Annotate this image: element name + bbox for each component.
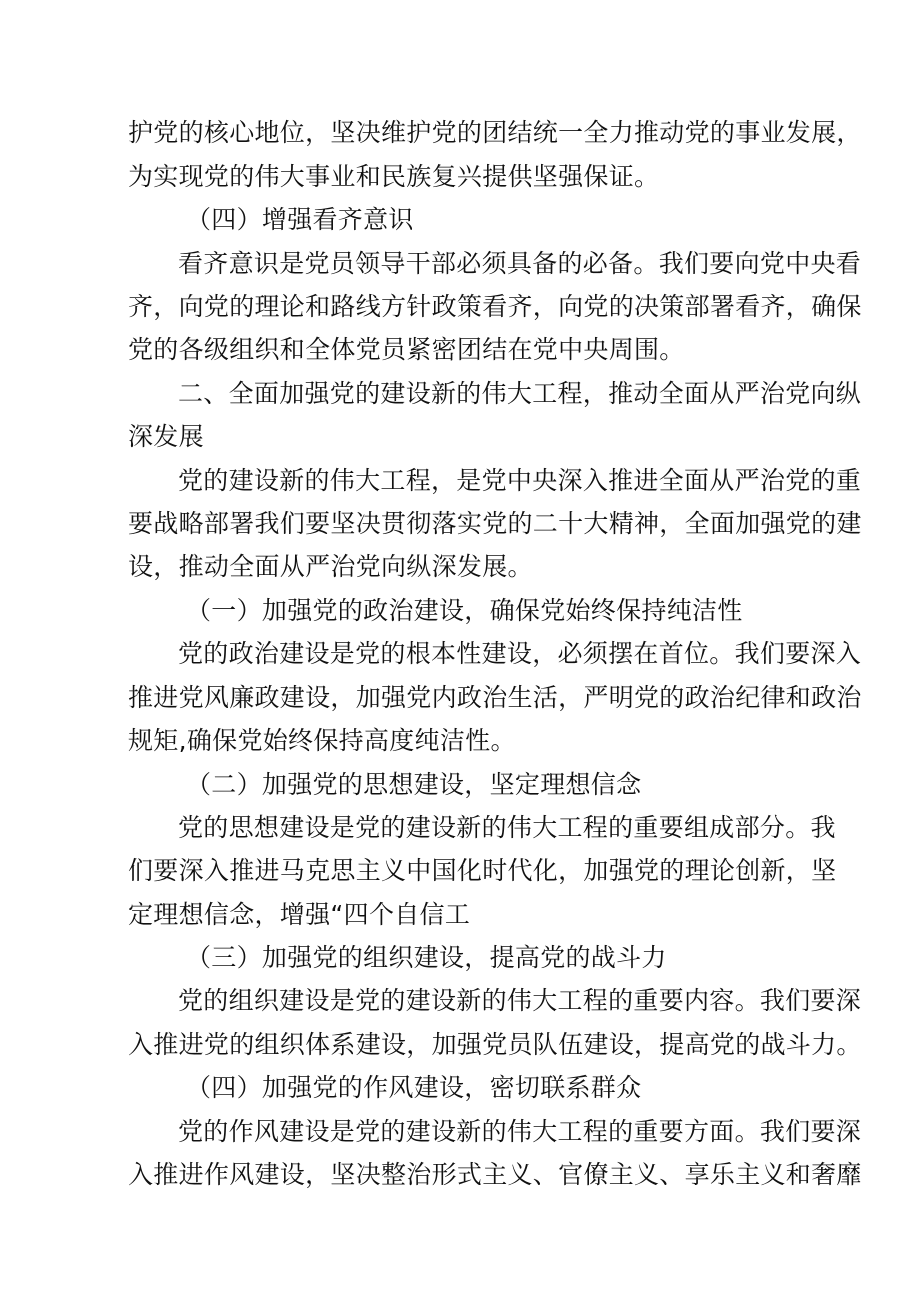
text-line: 党的建设新的伟大工程，是党中央深入推进全面从严治党的重 [178,466,862,495]
section-heading: （二）加强党的思想建设，坚定理想信念 [186,770,642,799]
text-line: 定理想信念，增强“四个自信工 [128,900,471,929]
section-heading: （三）加强党的组织建设，提高党的战斗力 [186,943,667,972]
text-line: 党的组织建设是党的建设新的伟大工程的重要内容。我们要深 [178,986,862,1015]
text-line: 规矩,确保党始终保持高度纯洁性。 [128,726,516,755]
text-line: 党的政治建设是党的根本性建设，必须摆在首位。我们要深入 [178,639,862,668]
text-line: 们要深入推进马克思主义中国化时代化，加强党的理论创新，坚 [128,856,837,885]
text-line: 要战略部署我们要坚决贯彻落实党的二十大精神，全面加强党的建 [128,509,862,538]
text-line: 设，推动全面从严治党向纵深发展。 [128,552,533,581]
text-line: 看齐意识是党员领导干部必须具备的必备。我们要向党中央看 [178,249,862,278]
section-heading: （四）加强党的作风建设，密切联系群众 [186,1073,642,1102]
text-line: 入推进党的组织体系建设，加强党员队伍建设，提高党的战斗力。 [128,1030,862,1059]
text-line: 党的思想建设是党的建设新的伟大工程的重要组成部分。我 [178,813,836,842]
text-line: 党的各级组织和全体党员紧密团结在党中央周围。 [128,335,685,364]
text-line: 护党的核心地位，坚决维护党的团结统一全力推动党的事业发展， [128,118,862,147]
text-line: 推进党风廉政建设，加强党内政治生活，严明党的政治纪律和政治 [128,683,862,712]
text-line: 齐，向党的理论和路线方针政策看齐，向党的决策部署看齐，确保 [128,292,862,321]
text-line: 入推进作风建设，坚决整治形式主义、官僚主义、享乐主义和奢靡 [128,1160,862,1189]
text-line: 党的作风建设是党的建设新的伟大工程的重要方面。我们要深 [178,1117,862,1146]
section-heading: 二、全面加强党的建设新的伟大工程，推动全面从严治党向纵 [178,379,862,408]
text-line: 为实现党的伟大事业和民族复兴提供坚强保证。 [128,162,660,191]
section-heading: （一）加强党的政治建设，确保党始终保持纯洁性 [186,596,743,625]
section-heading: （四）增强看齐意识 [186,205,414,234]
section-heading: 深发展 [128,422,204,451]
